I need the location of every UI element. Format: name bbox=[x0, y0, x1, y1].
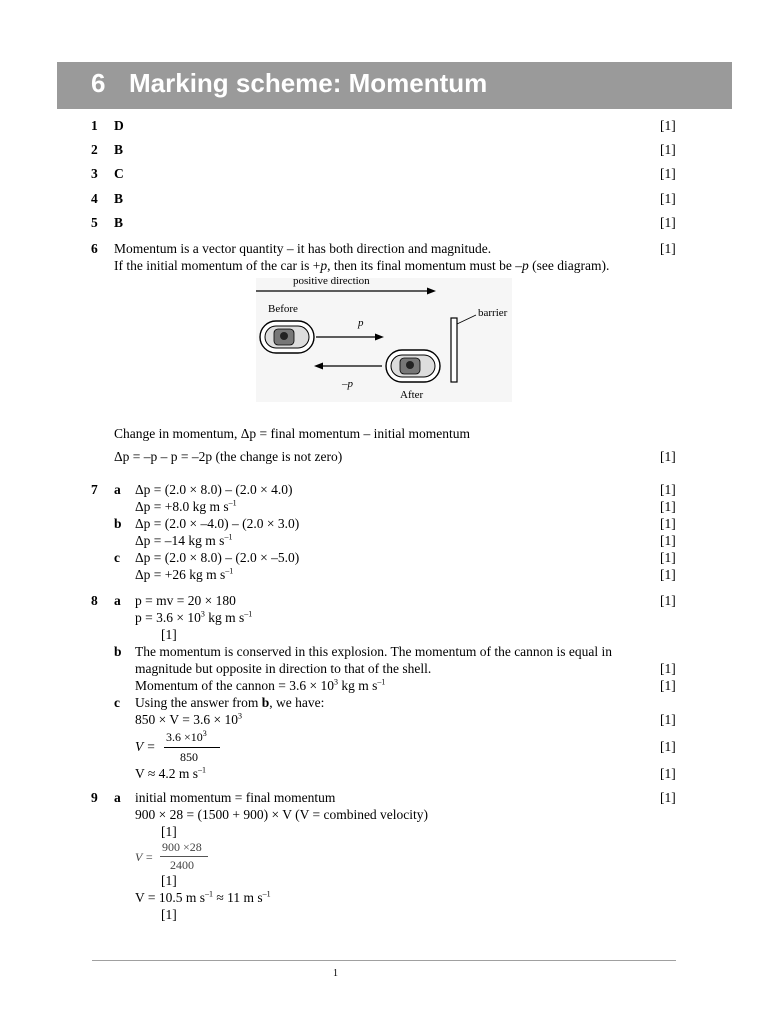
neg-p-label: –p bbox=[342, 378, 353, 390]
question-number: 9 bbox=[91, 790, 98, 805]
mark: [1] bbox=[660, 712, 676, 727]
barrier-label: barrier bbox=[478, 307, 508, 319]
part-label: a bbox=[114, 482, 121, 497]
mark: [1] bbox=[660, 215, 676, 230]
mark: [1] bbox=[660, 550, 676, 565]
mark: [1] bbox=[660, 661, 676, 676]
fraction-lhs: V = bbox=[135, 739, 156, 754]
question-number: 2 bbox=[91, 142, 98, 157]
mark: [1] bbox=[660, 482, 676, 497]
mark: [1] bbox=[660, 449, 676, 464]
fraction-bar bbox=[164, 747, 220, 748]
mark: [1] bbox=[660, 567, 676, 582]
question-number: 5 bbox=[91, 215, 98, 230]
mark: [1] bbox=[660, 593, 676, 608]
mark: [1] bbox=[660, 533, 676, 548]
q9a-line1: initial momentum = final momentum bbox=[135, 790, 336, 805]
mark: [1] bbox=[161, 907, 177, 922]
before-label: Before bbox=[268, 303, 298, 315]
mark: [1] bbox=[161, 824, 177, 839]
q8b-line1: The momentum is conserved in this explosion. The momentum of the cannon is equal in bbox=[135, 644, 613, 659]
fraction-numerator: 900 ×28 bbox=[162, 840, 202, 854]
mcq-answer: D bbox=[114, 118, 124, 133]
q9a-answer: V = 10.5 m $s^{-1} \approx 11$ m $s^{-1}$ bbox=[135, 889, 271, 905]
q7c-answer: Δp = +26 kg m $s^{-1}$ bbox=[135, 566, 234, 582]
q7a-answer: Δp = +8.0 kg m $s^{-1}$ bbox=[135, 498, 237, 514]
mark: [1] bbox=[660, 516, 676, 531]
car-after-icon bbox=[386, 350, 440, 382]
question-number: 3 bbox=[91, 166, 98, 181]
question-number: 4 bbox=[91, 191, 98, 206]
mark: [1] bbox=[660, 739, 676, 754]
q8b-line2: magnitude but opposite in direction to that of the shell. bbox=[135, 661, 432, 676]
momentum-diagram bbox=[250, 272, 520, 402]
q6-statement: Momentum is a vector quantity – it has both direction and magnitude. bbox=[114, 241, 492, 256]
q8b-line3: Momentum of the cannon = $3.6 \times 10^3$ kg m $s^{-1}$ bbox=[135, 677, 386, 693]
q9a-line2: 900 × 28 = (1500 + 900) × V (V = combined velocity) bbox=[135, 807, 429, 822]
mark: [1] bbox=[660, 766, 676, 781]
p-label: p bbox=[358, 317, 364, 329]
mark: [1] bbox=[660, 499, 676, 514]
question-number: 7 bbox=[91, 482, 98, 497]
fraction-numerator: $3.6 \times 10^3$ bbox=[166, 729, 207, 744]
mcq-answer: B bbox=[114, 215, 124, 230]
mark: [1] bbox=[660, 142, 676, 157]
q7a-equation: Δp = (2.0 × 8.0) – (2.0 × 4.0) bbox=[135, 482, 293, 497]
mcq-answer: B bbox=[114, 142, 124, 157]
change-in-momentum-line: Change in momentum, Δp = final momentum – initial momentum bbox=[114, 426, 471, 441]
fraction-denominator: 850 bbox=[180, 750, 198, 764]
after-label: After bbox=[400, 389, 424, 401]
q8a-equation: p = mv = 20 × 180 bbox=[135, 593, 236, 608]
car-before-icon bbox=[260, 321, 314, 353]
q7b-equation: Δp = (2.0 × –4.0) – (2.0 × 3.0) bbox=[135, 516, 300, 531]
mark: [1] bbox=[660, 166, 676, 181]
question-number: 6 bbox=[91, 241, 98, 256]
part-label: b bbox=[114, 644, 122, 659]
mark: [1] bbox=[161, 627, 177, 642]
footer-rule bbox=[92, 960, 676, 961]
delta-p-line: Δp = –p – p = –2p (the change is not zero) bbox=[114, 449, 343, 464]
part-label: b bbox=[114, 516, 122, 531]
mark: [1] bbox=[161, 873, 177, 888]
mark: [1] bbox=[660, 678, 676, 693]
mark: [1] bbox=[660, 241, 676, 256]
mark: [1] bbox=[660, 118, 676, 133]
fraction-denominator: 2400 bbox=[170, 858, 194, 872]
q9-fraction bbox=[135, 840, 225, 874]
q8c-fraction bbox=[135, 730, 235, 766]
part-label: a bbox=[114, 790, 121, 805]
question-number: 1 bbox=[91, 118, 98, 133]
q8c-line2: $850 \times V = 3.6 \times 10^3$ bbox=[135, 711, 242, 727]
q8a-answer: $p = 3.6 \times 10^3$ kg m $s^{-1}$ bbox=[135, 609, 253, 625]
mark: [1] bbox=[660, 191, 676, 206]
fraction-bar bbox=[160, 856, 208, 857]
q8c-answer: V ≈ 4.2 m $s^{-1}$ bbox=[135, 765, 207, 781]
mcq-answer: C bbox=[114, 166, 124, 181]
positive-direction-label: positive direction bbox=[293, 275, 370, 287]
q7c-equation: Δp = (2.0 × 8.0) – (2.0 × –5.0) bbox=[135, 550, 300, 565]
part-label: a bbox=[114, 593, 121, 608]
question-number: 8 bbox=[91, 593, 98, 608]
mark: [1] bbox=[660, 790, 676, 805]
chapter-number: 6 bbox=[91, 68, 106, 98]
page-number: 1 bbox=[333, 968, 338, 979]
barrier-icon bbox=[451, 318, 457, 382]
page-title: Marking scheme: Momentum bbox=[129, 68, 488, 98]
q6-initial-final: If the initial momentum of the car is +p, then its final momentum must be –p (see diagram). bbox=[114, 258, 610, 273]
part-label: c bbox=[114, 695, 120, 710]
header-banner bbox=[57, 62, 732, 109]
q8c-line1: Using the answer from b, we have: bbox=[135, 695, 325, 710]
mcq-answer: B bbox=[114, 191, 124, 206]
fraction-lhs: V = bbox=[135, 850, 154, 864]
part-label: c bbox=[114, 550, 120, 565]
q7b-answer: Δp = –14 kg m $s^{-1}$ bbox=[135, 532, 233, 548]
